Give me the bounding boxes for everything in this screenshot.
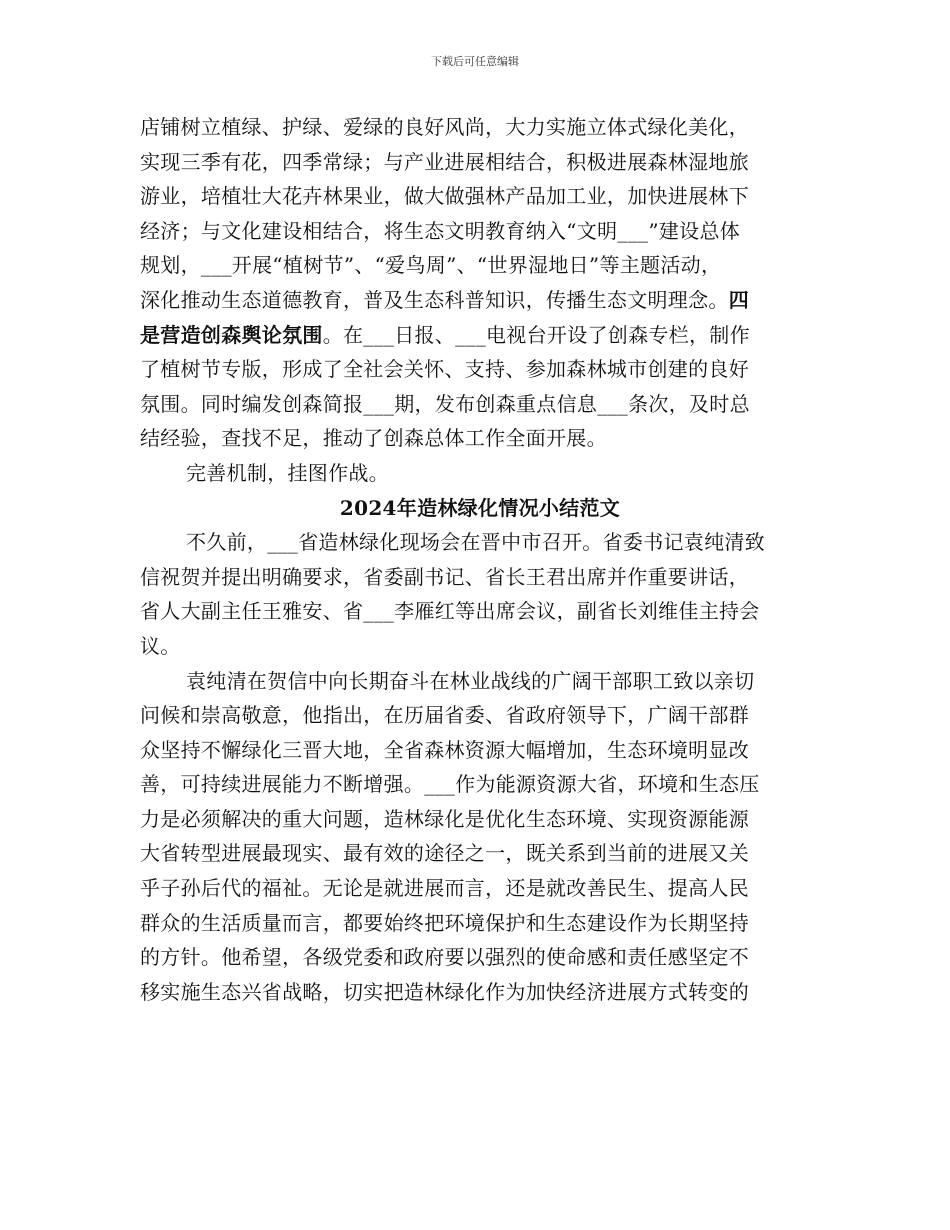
- closing-line: 完善机制，挂图作战。: [186, 460, 389, 485]
- text-line: 经济；与文化建设相结合，将生态文明教育纳入“文明___”建设总体: [140, 218, 741, 243]
- paragraph-line: 乎子孙后代的福祉。无论是就进展而言，还是就改善民生、提高人民: [140, 876, 749, 901]
- text-line: 实现三季有花，四季常绿；与产业进展相结合，积极进展森林湿地旅: [140, 149, 749, 174]
- paragraph-line: 问候和崇高敬意，他指出，在历届省委、省政府领导下，广阔干部群: [140, 703, 749, 728]
- paragraph-line: 的方针。他希望，各级党委和政府要以强烈的使命感和责任感坚定不: [140, 945, 749, 970]
- text-line: 店铺树立植绿、护绿、爱绿的良好风尚，大力实施立体式绿化美化，: [140, 115, 749, 139]
- document-body: [140, 110, 820, 1009]
- text-line: 氛围。同时编发创森简报___期，发布创森重点信息___条次，及时总: [140, 391, 750, 416]
- paragraph-line: 群众的生活质量而言，都要始终把环境保护和生态建设作为长期坚持: [140, 910, 749, 935]
- article-title: 2024年造林绿化情况小结范文: [339, 495, 621, 520]
- paragraph-line: 省人大副主任王雅安、省___李雁红等出席会议，副省长刘维佳主持会: [140, 599, 760, 624]
- page-header-note: 下载后可任意编辑: [431, 55, 519, 68]
- paragraph-line: 力是必须解决的重大问题，造林绿化是优化生态环境、实现资源能源: [140, 806, 749, 831]
- text-line: [140, 318, 820, 353]
- paragraph-line: 善，可持续进展能力不断增强。___作为能源资源大省，环境和生态压: [140, 772, 760, 797]
- paragraph-line: 大省转型进展最现实、最有效的途径之一，既关系到当前的进展又关: [140, 841, 749, 866]
- paragraph-line: 众坚持不懈绿化三晋大地，全省森林资源大幅增加，生态环境明显改: [140, 737, 749, 762]
- bold-text-run: 四: [728, 287, 750, 312]
- text-run: 深化推动生态道德教育，普及生态科普知识，传播生态文明理念。: [140, 287, 729, 312]
- paragraph-line: 袁纯清在贺信中向长期奋斗在林业战线的广阔干部职工致以亲切: [186, 668, 755, 693]
- text-line: 规划，___开展“植树节”、“爱鸟周”、“世界湿地日”等主题活动，: [140, 253, 722, 278]
- paragraph-line: 议。: [140, 633, 181, 658]
- text-line: [140, 283, 820, 318]
- paragraph-line: 信祝贺并提出明确要求，省委副书记、省长王君出席并作重要讲话，: [140, 564, 749, 589]
- paragraph-line: 不久前，___省造林绿化现场会在晋中市召开。省委书记袁纯清致: [186, 530, 765, 555]
- text-line: 游业，培植壮大花卉林果业，做大做强林产品加工业，加快进展林下: [140, 184, 749, 209]
- text-line: 了植树节专版，形成了全社会关怀、支持、参加森林城市创建的良好: [140, 357, 749, 382]
- bold-heading-run: 是营造创森舆论氛围: [140, 322, 323, 347]
- paragraph-line: 移实施生态兴省战略，切实把造林绿化作为加快经济进展方式转变的: [140, 979, 749, 1004]
- text-line: 结经验，查找不足，推动了创森总体工作全面开展。: [140, 426, 607, 451]
- text-run: 。在___日报、___电视台开设了创森专栏，制作: [322, 322, 750, 347]
